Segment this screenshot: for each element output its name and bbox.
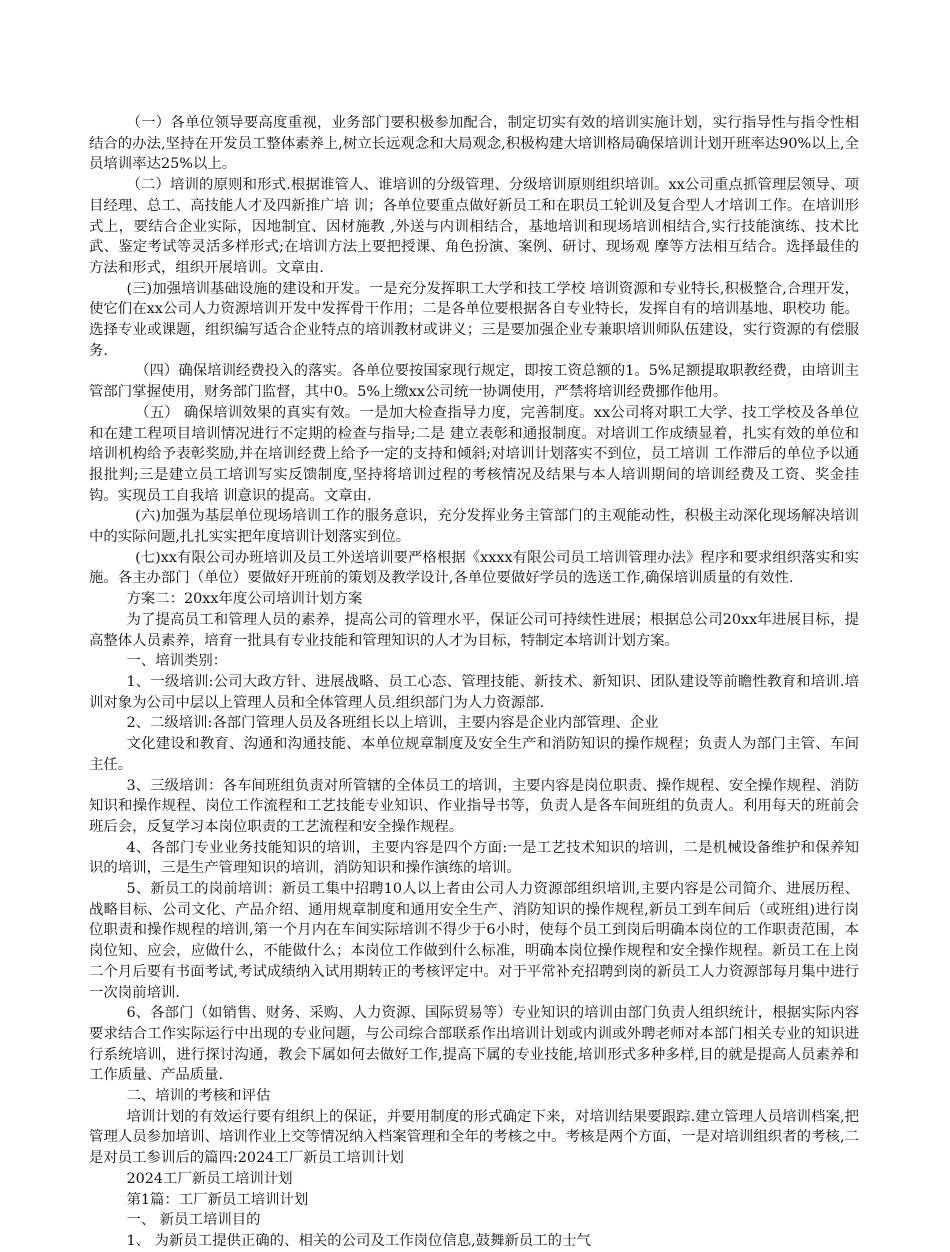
list-item: 3、三级培训：各车间班组负责对所管辖的全体员工的培训，主要内容是岗位职责、操作规程、安全操作规程、消防知识和操作规程、岗位工作流程和工艺技能专业知识、作业指导书等，负责人是各车间班组的负责人。利用每天的班前会班后会，反复学习本岗位职责的工艺流程和安全操作规程。 xyxy=(89,777,859,835)
list-item: 1、 为新员工提供正确的、相关的公司及工作岗位信息,鼓舞新员工的士气 xyxy=(126,1232,591,1249)
document-title: 2024工厂新员工培训计划 xyxy=(126,1170,293,1187)
document-body xyxy=(89,113,859,1252)
list-item: 5、新员工的岗前培训：新员工集中招聘10人以上者由公司人力资源部组织培训,主要内容是公司简介、进展历程、战略目标、公司文化、产品介绍、通用规章制度和通用安全生产、消防知识的操作规程,新员工到车间后（或班组)进行岗位职责和操作规程的培训,第一个月内在车间实际培训不得少于6小时，使每个员工到岗后明确本岗位的工作职责范围，本岗位知、应会，应做什么，不能做什么；本岗位工作做到什么标准，明确本岗位操作规程和安全操作规程。新员工在上岗二个月后要有书面考试,考试成绩纳入试用期转正的考核评定中。对于平常补充招聘到岗的新员工人力资源部每月集中进行一次岗前培训. xyxy=(89,881,859,1001)
list-item: 6、各部门（如销售、财务、采购、人力资源、国际贸易等）专业知识的培训由部门负责人组织统计，根据实际内容要求结合工作实际运行中出现的专业问题，与公司综合部联系作出培训计划或内训或外聘老师对本部门相关专业的知识进行系统培训，进行探讨沟通，教会下属如何去做好工作,提高下属的专业技能,培训形式多种多样,目的就是提高人员素养和工作质量、产品质量. xyxy=(89,1005,859,1084)
list-item: 2、二级培训:各部门管理人员及各班组长以上培训，主要内容是企业内部管理、企业 xyxy=(126,715,659,732)
paragraph: 培训计划的有效运行要有组织上的保证，并要用制度的形式确定下来，对培训结果要跟踪.建立管理人员培训档案,把管理人员参加培训、培训作业上交等情况纳入档案管理和全年的考核之中。考核是两个方面，一是对培训组织者的考核,二是对员工参训后的篇四:2024工厂新员工培训计划 xyxy=(89,1108,859,1167)
list-item: 4、各部门专业业务技能知识的培训，主要内容是四个方面:一是工艺技术知识的培训，二是机械设备维护和保养知识的培训，三是生产管理知识的培训，消防知识和操作演练的培训。 xyxy=(89,839,859,877)
paragraph: （一）各单位领导要高度重视，业务部门要积极参加配合，制定切实有效的培训实施计划，实行指导性与指令性相结合的办法,坚持在开发员工整体素养上,树立长远观念和大局观念,积极构建大培训格局确保培训计划开班率达90%以上,全员培训率达25%以上。 xyxy=(89,115,859,173)
paragraph: (七)xx有限公司办班培训及员工外送培训要严格根据《xxxx有限公司员工培训管理办法》程序和要求组织落实和实施。各主办部门（单位）要做好开班前的策划及教学设计,各单位要做好学员的选送工作,确保培训质量的有效性. xyxy=(89,549,859,587)
paragraph: （五） 确保培训效果的真实有效。一是加大检查指导力度，完善制度。xx公司将对职工大学、技工学校及各单位和在建工程项目培训情况进行不定期的检查与指导;二是 建立表彰和通报制度。对培训工作成绩显着，扎实有效的单位和培训机构给予表彰奖励,并在培训经费上给予一定的支持和倾斜;对培训计划落实不到位，员工培训 工作滞后的单位予以通报批判;三是建立员工培训写实反馈制度,坚持将培训过程的考核情况及结果与本人培训期间的培训经费及工资、奖金挂钩。实现员工自我培 训意识的提高。文章由. xyxy=(89,404,859,504)
section-heading: 一、培训类别： xyxy=(126,653,228,670)
paragraph: （二）培训的原则和形式.根据谁管人、谁培训的分级管理、分级培训原则组织培训。xx公司重点抓管理层领导、项目经理、总工、高技能人才及四新推广培 训；各单位要重点做好新员工和在职员工轮训及复合型人才培训工作。在培训形式上，要结合企业实际，因地制宜、因材施教 ,外送与内训相结合，基地培训和现场培训相结合,实行技能演练、技术比武、鉴定考试等灵活多样形式;在培训方法上要把授课、角色扮演、案例、研讨、现场观 摩等方法相互结合。选择最佳的方法和形式，组织开展培训。文章由. xyxy=(89,177,859,276)
list-item: 1、一级培训:公司大政方针、进展战略、员工心态、管理技能、新技术、新知识、团队建设等前瞻性教育和培训.培训对象为公司中层以上管理人员和全体管理人员.组织部门为人力资源部. xyxy=(89,673,859,711)
section-heading: 方案二：20xx年度公司培训计划方案 xyxy=(126,591,363,608)
chapter-heading: 第1篇：工厂新员工培训计划 xyxy=(126,1191,309,1208)
section-heading: 二、培训的考核和评估 xyxy=(126,1088,271,1105)
paragraph: (六)加强为基层单位现场培训工作的服务意识，充分发挥业务主管部门的主观能动性，积极主动深化现场解决培训中的实际问题,扎扎实实把年度培训计划落实到位。 xyxy=(89,508,859,546)
paragraph: （四）确保培训经费投入的落实。各单位要按国家现行规定，即按工资总额的1。5%足额提取职教经费，由培训主管部门掌握使用，财务部门监督，其中0。5%上缴xx公司统一协调使用，严禁将培训经费挪作他用。 xyxy=(89,363,859,401)
paragraph: 为了提高员工和管理人员的素养，提高公司的管理水平，保证公司可持续性进展；根据总公司20xx年进展目标，提高整体人员素养，培育一批具有专业技能和管理知识的人才为目标，特制定本培训计划方案。 xyxy=(89,611,859,649)
paragraph: 文化建设和教育、沟通和沟通技能、本单位规章制度及安全生产和消防知识的操作规程；负责人为部门主管、车间主任。 xyxy=(89,736,859,773)
paragraph: (三)加强培训基础设施的建设和开发。一是充分发挥职工大学和技工学校 培训资源和专业特长,积极整合,合理开发，使它们在xx公司人力资源培训开发中发挥骨干作用；二是各单位要根据各自专业特长，发挥自有的培训基地、职校功 能。选择专业或课题，组织编写适合企业特点的培训教材或讲义；三是要加强企业专兼职培训师队伍建设，实行资源的有偿服务. xyxy=(89,280,859,359)
section-heading: 一、 新员工培训目的 xyxy=(126,1212,261,1229)
